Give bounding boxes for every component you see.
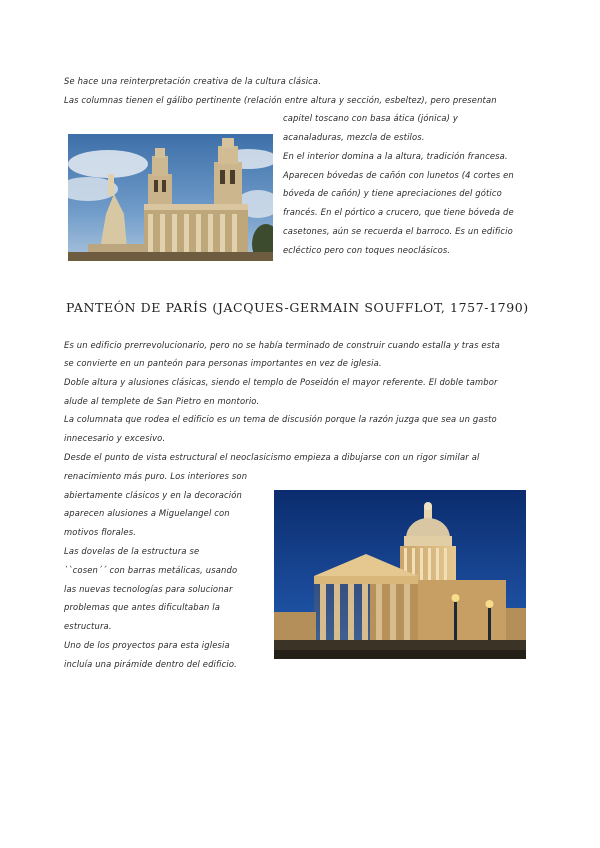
paragraph-line: incluía una pirámide dentro del edificio. xyxy=(64,659,237,669)
paragraph-line: francés. En el pórtico a crucero, que tiene bóveda de xyxy=(283,207,514,217)
paragraph-line: ecléctico pero con toques neoclásicos. xyxy=(283,245,451,255)
pantheon-photo xyxy=(274,490,526,659)
paragraph-line: capitel toscano con basa ática (jónica) y xyxy=(283,113,458,123)
paragraph-line: innecesario y excesivo. xyxy=(64,433,166,443)
paragraph-line: casetones, aún se recuerda el barroco. Es un edificio xyxy=(283,226,513,236)
paragraph-line: Las columnas tienen el gálibo pertinente (relación entre altura y sección, esbeltez), pero presentan xyxy=(64,95,497,105)
paragraph-line: alude al templete de San Pietro en montorio. xyxy=(64,396,260,406)
paragraph-line: abiertamente clásicos y en la decoración xyxy=(64,490,243,500)
paragraph-line: Se hace una reinterpretación creativa de la cultura clásica. xyxy=(64,76,322,86)
section-heading: PANTEÓN DE PARÍS (JACQUES-GERMAIN SOUFFLOT, 1757-1790) xyxy=(66,300,529,315)
paragraph-line: se convierte en un panteón para personas importantes en vez de iglesia. xyxy=(64,358,382,368)
paragraph-line: acanaladuras, mezcla de estilos. xyxy=(283,132,425,142)
paragraph-line: Uno de los proyectos para esta iglesia xyxy=(64,640,230,650)
church-photo xyxy=(68,134,273,261)
paragraph-line: Las dovelas de la estructura se xyxy=(64,546,200,556)
paragraph-line: Doble altura y alusiones clásicas, siendo el templo de Poseidón el mayor referente. El doble tambor xyxy=(64,377,498,387)
paragraph-line: estructura. xyxy=(64,621,112,631)
paragraph-line: bóveda de cañón) y tiene apreciaciones del gótico xyxy=(283,188,502,198)
paragraph-line: En el interior domina a la altura, tradición francesa. xyxy=(283,151,508,161)
paragraph-line: renacimiento más puro. Los interiores son xyxy=(64,471,248,481)
paragraph-line: problemas que antes dificultaban la xyxy=(64,602,221,612)
paragraph-line: Desde el punto de vista estructural el neoclasicismo empieza a dibujarse con un rigor similar al xyxy=(64,452,480,462)
paragraph-line: motivos florales. xyxy=(64,527,137,537)
paragraph-line: Aparecen bóvedas de cañón con lunetos (4 cortes en xyxy=(283,170,514,180)
paragraph-line: La columnata que rodea el edificio es un tema de discusión porque la razón juzga que sea un gasto xyxy=(64,414,497,424)
paragraph-line: Es un edificio prerrevolucionario, pero no se había terminado de construir cuando estalla y tras esta xyxy=(64,340,500,350)
paragraph-line: ``cosen´´ con barras metálicas, usando xyxy=(64,565,238,575)
paragraph-line: las nuevas tecnologías para solucionar xyxy=(64,584,233,594)
paragraph-line: aparecen alusiones a Miguelangel con xyxy=(64,508,230,518)
